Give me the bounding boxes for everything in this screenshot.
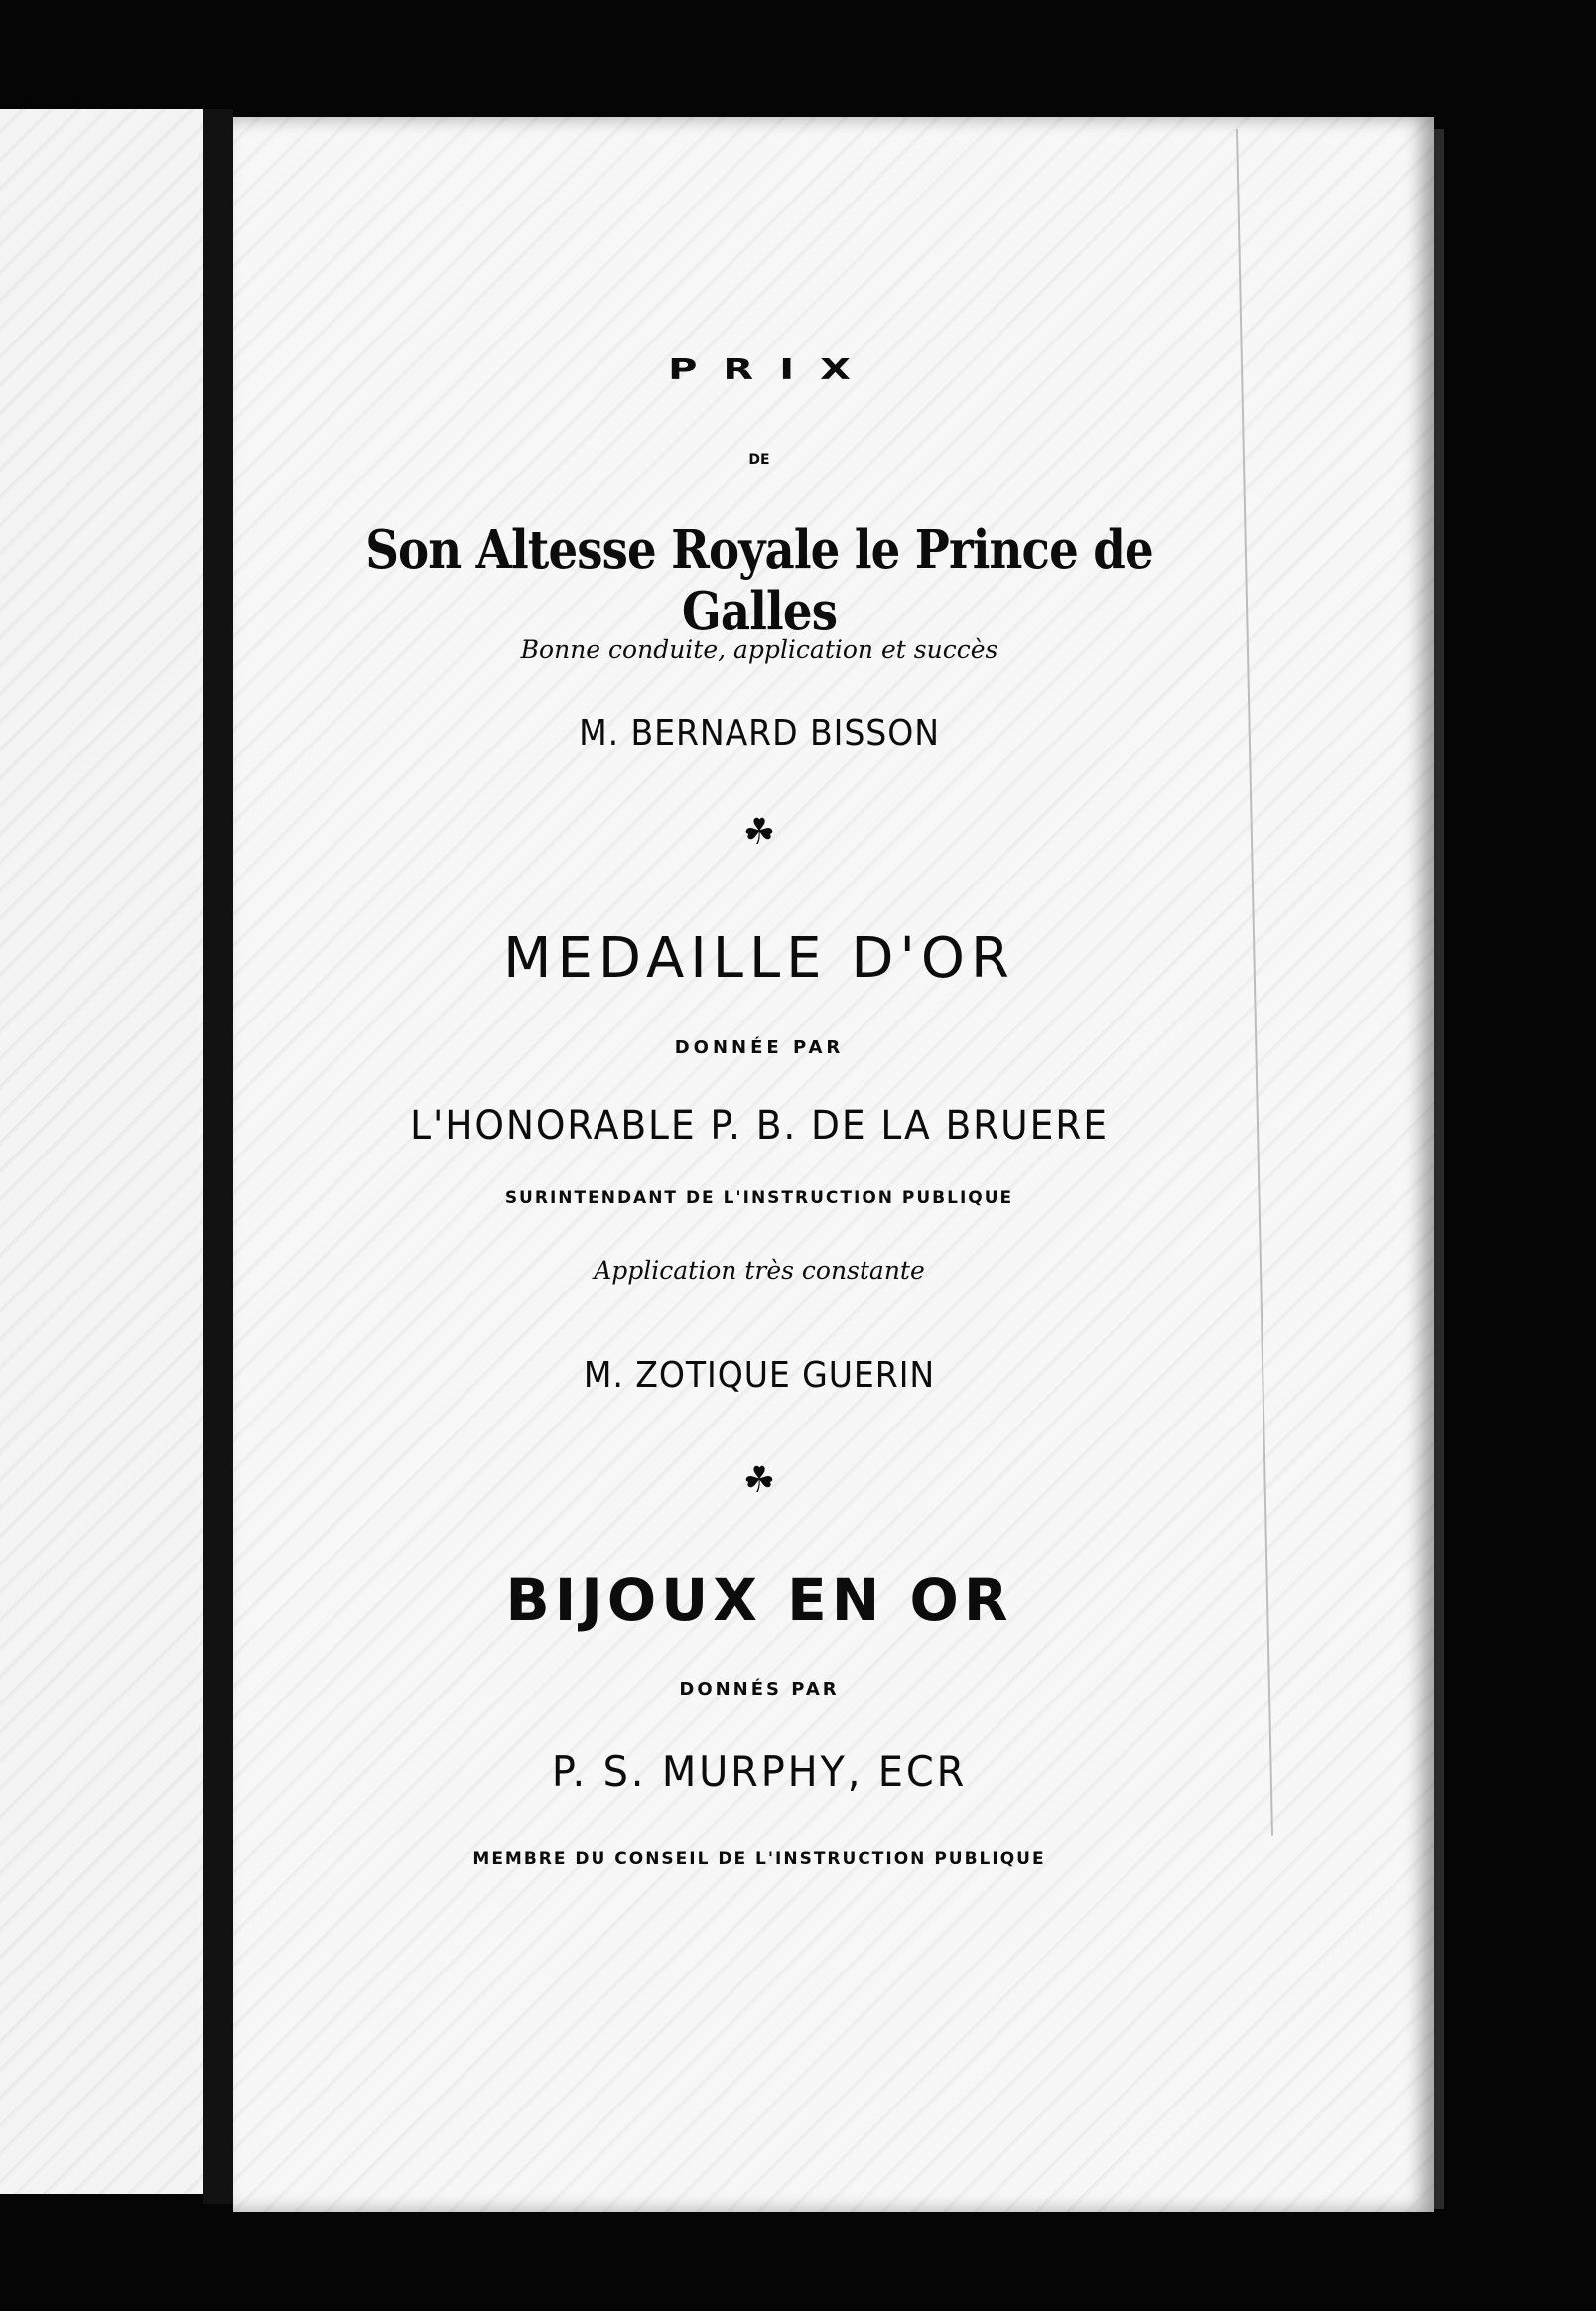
first-award-laureate: M. BERNARD BISSON bbox=[579, 713, 940, 753]
prize-heading: PRIX bbox=[668, 353, 876, 387]
facing-page-edge bbox=[0, 109, 203, 2194]
gold-medal-donor-role: SURINTENDANT DE L'INSTRUCTION PUBLIQUE bbox=[504, 1188, 1014, 1208]
gold-jewels-donor-role: MEMBRE DU CONSEIL DE L'INSTRUCTION PUBLIQUE bbox=[472, 1849, 1046, 1869]
clover-ornament-icon: ☘ bbox=[742, 812, 776, 853]
gold-medal-laureate: M. ZOTIQUE GUERIN bbox=[583, 1355, 936, 1396]
gold-medal-donor: L'HONORABLE P. B. DE LA BRUERE bbox=[410, 1103, 1109, 1149]
document-page bbox=[233, 117, 1434, 2212]
gold-medal-given-by: DONNÉE PAR bbox=[674, 1037, 845, 1058]
book-gutter bbox=[203, 109, 233, 2204]
connector-word: DE bbox=[748, 452, 770, 468]
gold-medal-title: MEDAILLE D'OR bbox=[503, 926, 1015, 991]
page-edge-shadow bbox=[1434, 129, 1444, 2209]
gold-jewels-given-by: DONNÉS PAR bbox=[679, 1679, 840, 1699]
gold-jewels-donor: P. S. MURPHY, ECR bbox=[551, 1747, 968, 1796]
gold-jewels-title: BIJOUX EN OR bbox=[505, 1566, 1013, 1634]
gold-medal-motif: Application très constante bbox=[594, 1256, 925, 1285]
prize-name: Son Altesse Royale le Prince de Galles bbox=[365, 519, 1153, 642]
first-award-motif: Bonne conduite, application et succès bbox=[520, 635, 998, 664]
clover-ornament-icon: ☘ bbox=[742, 1460, 776, 1501]
